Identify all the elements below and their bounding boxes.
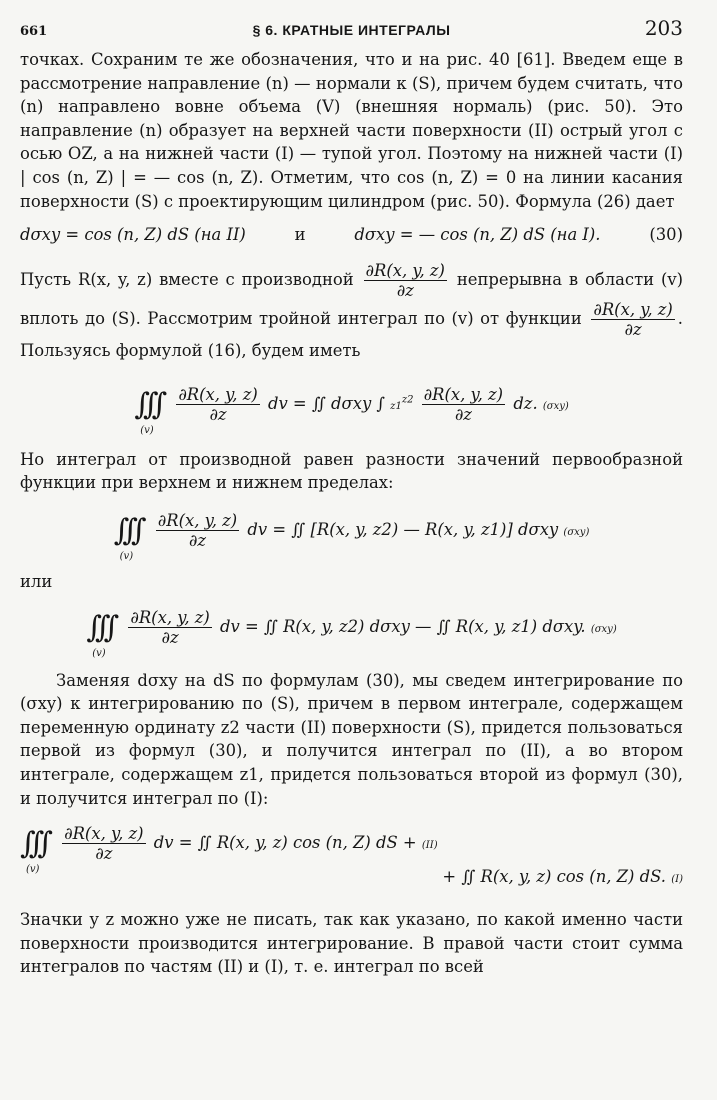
eqD-rhs: dv = ∬ R(x, y, z) cos (n, Z) dS +	[153, 833, 417, 853]
triple-integral-sign: ∫∫∫ (v)	[86, 609, 113, 659]
page-number: 203	[644, 16, 683, 40]
paragraph-2	[20, 261, 683, 363]
frac-num: ∂R(x, y, z)	[423, 384, 504, 404]
eqD-cont: + ∬ R(x, y, z) cos (n, Z) dS.	[442, 867, 667, 887]
equation-d	[20, 824, 683, 876]
running-title: § 6. КРАТНЫЕ ИНТЕГРАЛЫ	[252, 22, 451, 38]
frac-den: ∂z	[188, 530, 207, 550]
sub-v: (v)	[140, 424, 154, 436]
triple-integral-sign: ∫∫∫ (v)	[134, 386, 161, 436]
sub-v: (v)	[92, 647, 106, 659]
eq30-label: (30)	[649, 225, 683, 245]
triple-integral-sign: ∫∫∫ (v)	[20, 826, 46, 876]
frac-den: ∂z	[454, 404, 472, 424]
derivative-fraction-1	[364, 261, 447, 300]
frac-num: ∂R(x, y, z)	[130, 607, 210, 627]
limit-z1: z1	[390, 400, 402, 412]
sub-sxy: (σxy)	[563, 526, 590, 538]
frac-num: ∂R(x, y, z)	[365, 261, 445, 281]
frac-num: ∂R(x, y, z)	[593, 300, 673, 320]
paragraph-3: Но интеграл от производной равен разности значений первообразной функции при верхнем и нижнем пределах:	[20, 449, 683, 493]
p2-part-b: непрерывна в области (v) вплоть до (S). Рассмотрим тройной интеграл по (v) от функции	[20, 270, 684, 329]
derivative-fraction	[422, 385, 505, 424]
limit-z2: z2	[401, 394, 414, 406]
frac-num: ∂R(x, y, z)	[64, 824, 144, 844]
derivative-fraction	[156, 511, 239, 550]
frac-den: ∂z	[161, 627, 179, 647]
equation-30	[20, 223, 683, 247]
eq30-left: dσxy = cos (n, Z) dS (на II)	[20, 225, 246, 245]
sub-v: (v)	[119, 550, 134, 562]
frac-den: ∂z	[624, 320, 642, 340]
frac-num: ∂R(x, y, z)	[178, 384, 258, 404]
equation-a	[20, 384, 683, 436]
sub-sxy: (σxy)	[542, 400, 569, 412]
derivative-fraction	[62, 824, 145, 863]
eqC-rhs: dv = ∬ R(x, y, z2) dσxy — ∬ R(x, y, z1) dσxy.	[220, 616, 586, 636]
paragraph-6: Значки у z можно уже не писать, так как указано, по какой именно части поверхности производится интегрирование. В правой части стоит сумма интегралов по частям (II) и (I), т. е. интеграл по всей	[20, 910, 683, 977]
sub-v: (v)	[26, 864, 40, 876]
paragraph-1: точках. Сохраним те же обозначения, что и на рис. 40 [61]. Введем еще в рассмотрение направление (n) — нормали к (S), причем будем считать, что (n) направлено вовне объема (V) (внешняя нормаль) (рис. 50). Это направление (n) образует на верхней части поверхности (II) острый угол с осью OZ, а на нижней части (I) — тупой угол. Поэтому на нижней части (I) | cos (n, Z) | = — cos (n, Z). Отметим, что cos (n, Z) = 0 на линии касания поверхности (S) с проектирующим цилиндром (рис. 50). Формула (26) дает	[20, 50, 683, 211]
eq30-and: и	[294, 225, 306, 245]
equation-d-continuation	[20, 867, 683, 886]
frac-den: ∂z	[396, 281, 414, 301]
triple-integral-sign: ∫∫∫ (v)	[113, 512, 140, 562]
derivative-fraction	[176, 385, 259, 424]
left-page-mark: 661	[20, 24, 48, 39]
derivative-fraction	[128, 608, 211, 647]
p2-part-a: Пусть R(x, y, z) вместе с производной	[20, 270, 354, 290]
equation-c	[20, 607, 683, 659]
frac-den: ∂z	[209, 404, 227, 424]
paragraph-4: или	[20, 571, 53, 591]
page-header	[20, 14, 683, 48]
frac-den: ∂z	[95, 844, 113, 864]
eqA-rhs: dv = ∬ dσxy ∫	[267, 393, 391, 413]
sub-I: (I)	[671, 874, 683, 886]
eqA-tail: dz.	[513, 393, 538, 413]
frac-num: ∂R(x, y, z)	[157, 510, 238, 530]
sub-II: (II)	[421, 840, 438, 852]
paragraph-5: Заменяя dσxy на dS по формулам (30), мы сведем интегрирование по (σxy) к интегрированию по (S), причем в первом интеграле, содержащем переменную ординату z2 части (II) поверхности (S), придется пользоваться первой из формул (30), и получится интеграл по (II), а во втором интеграле, содержащем z1, придется пользоваться второй из формул (30), и получится интеграл по (I):	[20, 670, 683, 808]
eq30-right: dσxy = — cos (n, Z) dS (на I).	[354, 225, 601, 245]
p2-part-c: . Пользуясь формулой (16), будем иметь	[20, 309, 683, 361]
equation-b	[20, 510, 683, 562]
sub-sxy: (σxy)	[590, 623, 617, 635]
derivative-fraction-2	[591, 300, 674, 339]
eqB-rhs: dv = ∬ [R(x, y, z2) — R(x, y, z1)] dσxy	[247, 519, 559, 539]
